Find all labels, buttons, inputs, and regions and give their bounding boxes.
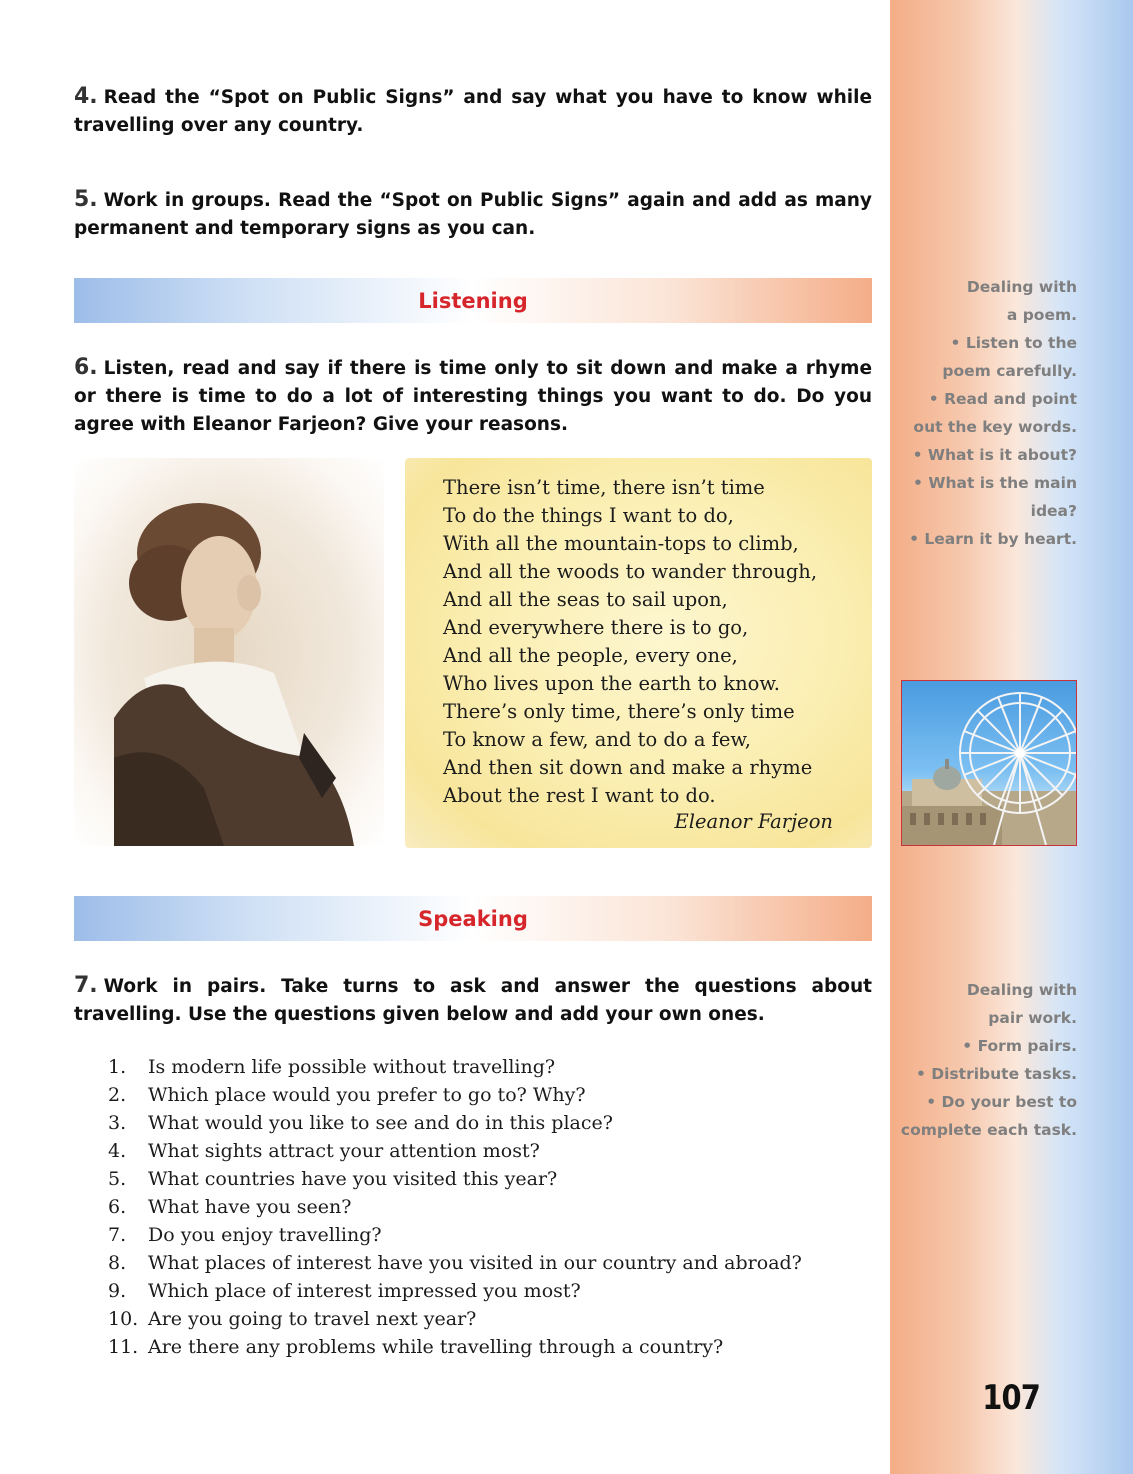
list-item bbox=[108, 1333, 878, 1361]
task-5-text: Work in groups. Read the “Spot on Public Signs” again and add as many permanent and temporary signs as you can. bbox=[74, 190, 872, 239]
list-item bbox=[108, 1277, 878, 1305]
tip-line: • Do your best to bbox=[926, 1093, 1077, 1111]
poem bbox=[443, 474, 873, 810]
poem-line: To know a few, and to do a few, bbox=[443, 728, 752, 751]
poem-line: With all the mountain-tops to climb, bbox=[443, 532, 799, 555]
task-5 bbox=[74, 186, 872, 243]
section-listening bbox=[74, 278, 872, 323]
section-speaking-title: Speaking bbox=[418, 906, 528, 931]
list-item bbox=[108, 1109, 878, 1137]
ferris-wheel-photo bbox=[901, 680, 1077, 846]
tip-pair-work bbox=[900, 976, 1077, 1144]
portrait-illustration bbox=[74, 458, 384, 846]
tip-line: complete each task. bbox=[900, 1121, 1077, 1139]
question-list bbox=[108, 1053, 878, 1361]
section-speaking bbox=[74, 896, 872, 941]
poem-line: About the rest I want to do. bbox=[443, 784, 716, 807]
tip-line: out the key words. bbox=[913, 418, 1077, 436]
question-number: 4. bbox=[108, 1140, 127, 1162]
task-4-text: Read the “Spot on Public Signs” and say what you have to know while travelling over any country. bbox=[74, 87, 872, 136]
tip-line: a poem. bbox=[1006, 306, 1077, 324]
tip-line: • Form pairs. bbox=[962, 1037, 1077, 1055]
question-text: What sights attract your attention most? bbox=[148, 1140, 540, 1162]
question-number: 11. bbox=[108, 1336, 139, 1358]
question-text: Are there any problems while travelling through a country? bbox=[148, 1336, 724, 1358]
question-number: 8. bbox=[108, 1252, 127, 1274]
tip-line: • Learn it by heart. bbox=[909, 530, 1077, 548]
task-7 bbox=[74, 972, 872, 1029]
task-5-number: 5. bbox=[74, 187, 98, 212]
tip-line: • Read and point bbox=[928, 390, 1077, 408]
question-text: What would you like to see and do in this place? bbox=[148, 1112, 613, 1134]
question-number: 1. bbox=[108, 1056, 127, 1078]
question-number: 9. bbox=[108, 1280, 127, 1302]
poem-line: Who lives upon the earth to know. bbox=[443, 672, 780, 695]
task-6-number: 6. bbox=[74, 355, 98, 380]
poem-line: And all the seas to sail upon, bbox=[443, 588, 728, 611]
question-text: Are you going to travel next year? bbox=[148, 1308, 477, 1330]
question-text: Which place would you prefer to go to? Why? bbox=[148, 1084, 586, 1106]
poem-line: And then sit down and make a rhyme bbox=[443, 756, 813, 779]
poem-line: And everywhere there is to go, bbox=[443, 616, 749, 639]
task-6 bbox=[74, 354, 872, 439]
list-item bbox=[108, 1305, 878, 1333]
question-number: 5. bbox=[108, 1168, 127, 1190]
question-text: Which place of interest impressed you most? bbox=[148, 1280, 581, 1302]
task-4-number: 4. bbox=[74, 84, 98, 109]
task-7-text: Work in pairs. Take turns to ask and answer the questions about travelling. Use the questions given below and add your own ones. bbox=[74, 976, 872, 1025]
tip-line: • What is it about? bbox=[912, 446, 1077, 464]
list-item bbox=[108, 1053, 878, 1081]
section-listening-title: Listening bbox=[418, 288, 528, 313]
question-number: 7. bbox=[108, 1224, 127, 1246]
list-item bbox=[108, 1193, 878, 1221]
poem-line: And all the people, every one, bbox=[443, 644, 738, 667]
tip-line: Dealing with bbox=[966, 981, 1077, 999]
question-text: Is modern life possible without travelling? bbox=[148, 1056, 556, 1078]
tip-line: • What is the main bbox=[913, 474, 1077, 492]
tip-line: • Distribute tasks. bbox=[915, 1065, 1077, 1083]
question-number: 2. bbox=[108, 1084, 127, 1106]
portrait-image bbox=[74, 458, 384, 846]
task-4 bbox=[74, 83, 872, 140]
tip-line: • Listen to the bbox=[950, 334, 1077, 352]
list-item bbox=[108, 1249, 878, 1277]
poem-author: Eleanor Farjeon bbox=[674, 810, 833, 833]
list-item bbox=[108, 1165, 878, 1193]
ferris-wheel-illustration bbox=[902, 681, 1076, 845]
question-number: 3. bbox=[108, 1112, 127, 1134]
poem-line: And all the woods to wander through, bbox=[443, 560, 818, 583]
list-item bbox=[108, 1081, 878, 1109]
tip-line: Dealing with bbox=[966, 278, 1077, 296]
poem-line: There’s only time, there’s only time bbox=[443, 700, 795, 723]
question-text: Do you enjoy travelling? bbox=[148, 1224, 382, 1246]
poem-line: There isn’t time, there isn’t time bbox=[443, 476, 765, 499]
task-6-text: Listen, read and say if there is time only to sit down and make a rhyme or there is time to do a lot of interesting things you want to do. Do you agree with Eleanor Farjeon? Give your reasons. bbox=[74, 358, 872, 435]
question-text: What have you seen? bbox=[148, 1196, 352, 1218]
page-number: 107 bbox=[982, 1378, 1040, 1418]
list-item bbox=[108, 1221, 878, 1249]
tip-line: idea? bbox=[1030, 502, 1077, 520]
question-text: What places of interest have you visited in our country and abroad? bbox=[148, 1252, 802, 1274]
poem-line: To do the things I want to do, bbox=[443, 504, 734, 527]
task-7-number: 7. bbox=[74, 973, 98, 998]
tip-line: poem carefully. bbox=[942, 362, 1077, 380]
tip-line: pair work. bbox=[988, 1009, 1077, 1027]
list-item bbox=[108, 1137, 878, 1165]
tip-poem bbox=[900, 273, 1077, 553]
question-text: What countries have you visited this year? bbox=[148, 1168, 558, 1190]
question-number: 10. bbox=[108, 1308, 139, 1330]
question-number: 6. bbox=[108, 1196, 127, 1218]
